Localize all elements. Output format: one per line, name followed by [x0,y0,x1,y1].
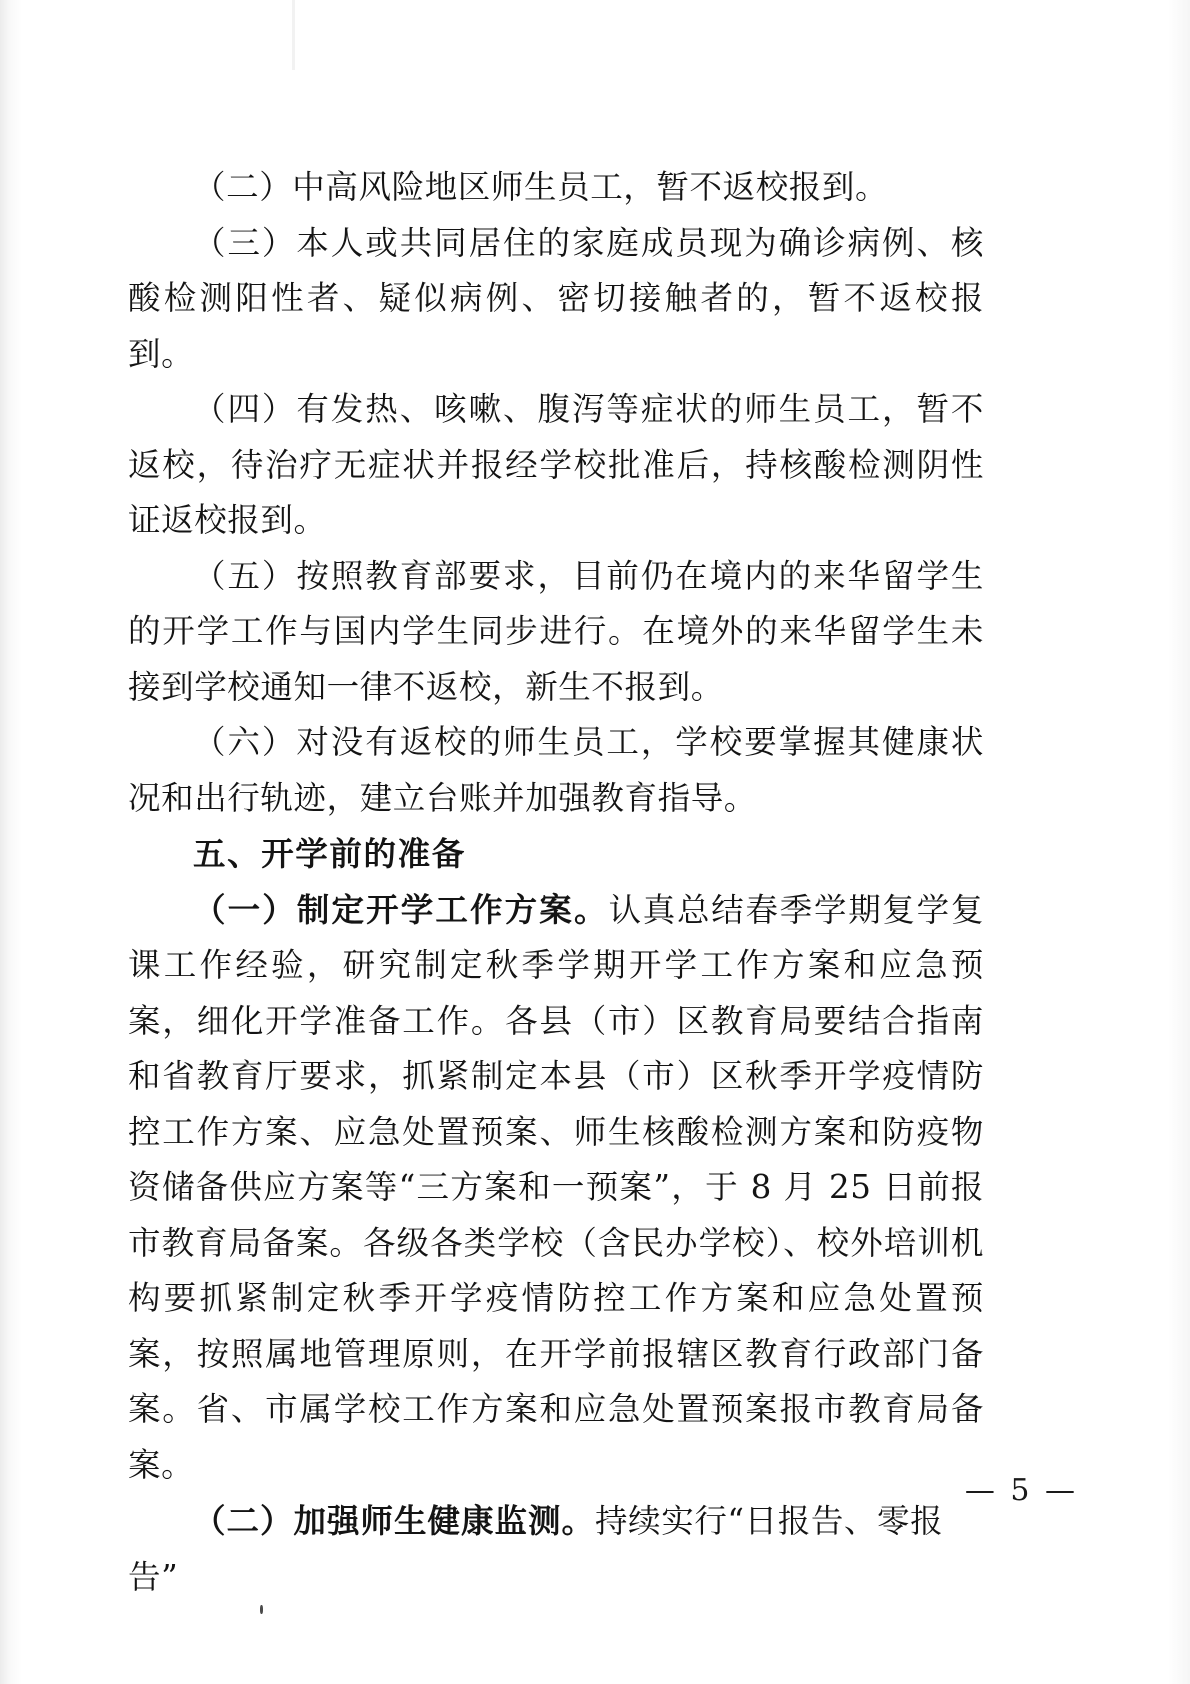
subsection-2-lead: （二）加强师生健康监测。 [193,1501,596,1540]
paragraph-item-3: （三）本人或共同居住的家庭成员现为确诊病例、核酸检测阳性者、疑似病例、密切接触者的，暂不返校报到。 [128,223,984,373]
page-number: — 5 — [964,1473,1078,1508]
scan-edge-artifact [0,0,10,1684]
paragraph-item-5: （五）按照教育部要求，目前仍在境内的来华留学生的开学工作与国内学生同步进行。在境外的来华留学生未接到学校通知一律不返校，新生不报到。 [128,556,984,706]
paragraph-item-2: （二）中高风险地区师生员工，暂不返校报到。 [193,168,889,206]
subsection-1-text: 认真总结春季学期复学复课工作经验，研究制定秋季学期开学工作方案和应急预案，细化开学准备工作。各县（市）区教育局要结合指南和省教育厅要求，抓紧制定本县（市）区秋季开学疫情防控工作方案、应急处置预案、师生核酸检测方案和防疫物资储备供应方案等“三方案和一预案”，于 8 月 25 日前报市教育局备案。各级各类学校（含民办学校）、校外培训机构要抓紧制定秋季开学疫情防控工作方案和应急处置预案，按照属地管理原则，在开学前报辖区教育行政部门备案。省、市属学校工作方案和应急处置预案报市教育局备案。 [128,890,984,1484]
paragraph-subsection-1 [128,882,984,1494]
paragraph-item-6: （六）对没有返校的师生员工，学校要掌握其健康状况和出行轨迹，建立台账并加强教育指导。 [128,723,984,817]
subsection-1-lead: （一）制定开学工作方案。 [193,889,609,929]
paragraph-item-4: （四）有发热、咳嗽、腹泻等症状的师生员工，暂不返校，待治疗无症状并报经学校批准后，持核酸检测阴性证返校报到。 [128,390,984,539]
section-heading-five: 五、开学前的准备 [193,834,466,873]
scan-dust-speck [260,1605,263,1614]
paragraph-subsection-2 [128,1493,984,1605]
document-body [128,160,984,1605]
subsection-2-text: 持续实行“日报告、零报告” [128,1502,944,1596]
scan-edge-artifact-top [292,0,295,70]
